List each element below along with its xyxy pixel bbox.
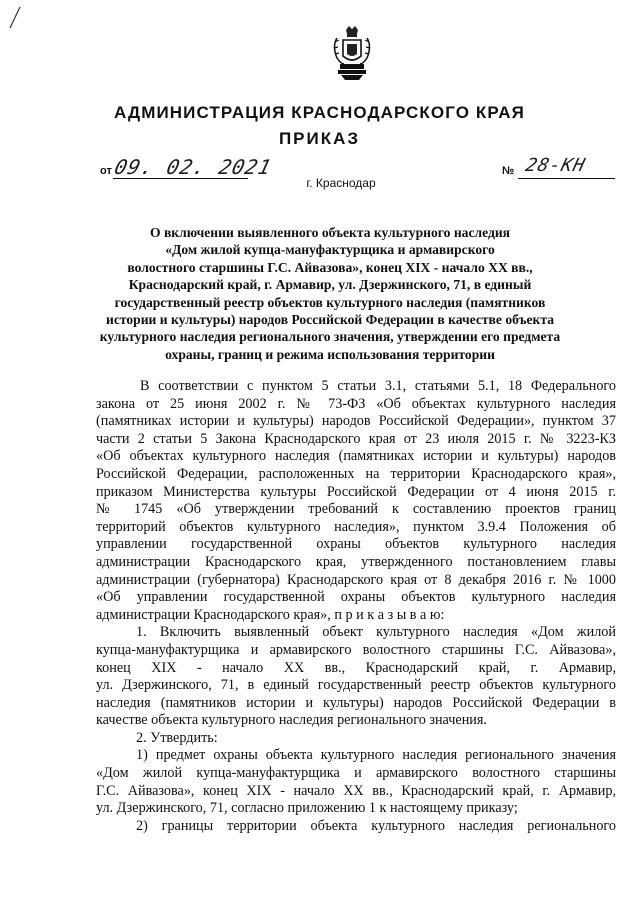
date-value: 09. 02. 2021 <box>112 155 275 179</box>
body-line: управлении государственной охраны объектов культурного наследия <box>96 536 616 553</box>
number-value: 28-КН <box>523 155 588 176</box>
body-line: приказом Министерства культуры Российской Федерации от 4 июня 2015 г. <box>96 483 616 500</box>
body-line: (памятниках истории и культуры) народов Российской Федерации», пунктом 37 <box>96 413 616 430</box>
body-line: ул. Дзержинского, 71, согласно приложению 1 к настоящему приказу; <box>96 800 518 817</box>
body-line: ул. Дзержинского, 71, в единый государственный реестр объектов культурного <box>96 677 616 694</box>
body-line: территорий объектов культурного наследия», пунктом 3.9.4 Положения об <box>96 518 616 535</box>
city-label: г. Краснодар <box>306 176 376 190</box>
body-line: Г.С. Айвазова», конец XIX - начало XX вв., Краснодарский край, г. Армавир, <box>96 782 616 799</box>
pen-stroke-icon <box>8 6 22 30</box>
body-line: администрации (губернатора) Краснодарского края от 8 декабря 2016 г. № 1000 <box>96 571 616 588</box>
body-line: 2) границы территории объекта культурного наследия регионального <box>136 817 616 834</box>
body-line: № 1745 «Об утверждении требований к составлению проектов границ <box>96 501 616 518</box>
date-label: от <box>100 165 112 177</box>
body-line: 2. Утвердить: <box>136 729 218 746</box>
heading-line: «Дом жилой купца-мануфактурщика и армавирского <box>165 242 495 258</box>
document-type: ПРИКАЗ <box>278 129 361 148</box>
body-line: конец XIX - начало XX вв., Краснодарский край, г. Армавир, <box>96 659 616 676</box>
heading-line: О включении выявленного объекта культурного наследия <box>149 225 511 240</box>
body-line: администрации Краснодарского края, утвержденного постановлением главы <box>96 553 616 570</box>
body-line: «Об управлении государственной охраны объектов культурного наследия <box>96 589 616 606</box>
coat-of-arms-icon <box>329 24 375 82</box>
body-line: «Дом жилой купца-мануфактурщика и армавирского волостного старшины <box>96 765 616 782</box>
heading-line: охраны, границ и режима использования территории <box>165 346 495 362</box>
heading-line: государственный реестр объектов культурного наследия (памятников <box>114 294 546 310</box>
heading-line: истории и культуры) народов Российской Федерации в качестве объекта <box>105 312 555 328</box>
body-line: администрации Краснодарского края», п р и к а з ы в а ю: <box>96 606 445 623</box>
body-line: 1. Включить выявленный объект культурного наследия «Дом жилой <box>136 624 616 641</box>
body-line: Российской Федерации, расположенных на территории Краснодарского края», <box>96 465 616 482</box>
body-line: В соответствии с пунктом 5 статьи 3.1, статьями 5.1, 18 Федерального <box>140 378 616 394</box>
body-line: закона от 25 июня 2002 г. № 73-ФЗ «Об объектах культурного наследия <box>96 395 616 412</box>
heading-line: волостного старшины Г.С. Айвазова», конец XIX - начало XX вв., <box>127 259 533 275</box>
body-line: наследия (памятников истории и культуры) народов Российской Федерации в <box>96 694 616 711</box>
body-line: части 2 статьи 5 Закона Краснодарского края от 23 июля 2015 г. № 3223-КЗ <box>96 430 616 447</box>
organization-name: АДМИНИСТРАЦИЯ КРАСНОДАРСКОГО КРАЯ <box>113 103 525 122</box>
number-label: № <box>502 165 515 177</box>
heading-line: культурного наследия регионального значения, утверждении его предмета <box>99 329 561 345</box>
body-line: купца-мануфактурщика и армавирского волостного старшины Г.С. Айвазова», <box>96 641 616 658</box>
document-body <box>96 378 616 835</box>
document-heading <box>95 224 565 363</box>
heading-line: Краснодарский край, г. Армавир, ул. Дзержинского, 71, в единый <box>128 277 532 293</box>
body-line: качестве объекта культурного наследия регионального значения. <box>96 712 487 729</box>
body-line: «Об объектах культурного наследия (памятниках истории и культуры) народов <box>96 448 616 465</box>
body-line: 1) предмет охраны объекта культурного наследия регионального значения <box>136 747 616 764</box>
